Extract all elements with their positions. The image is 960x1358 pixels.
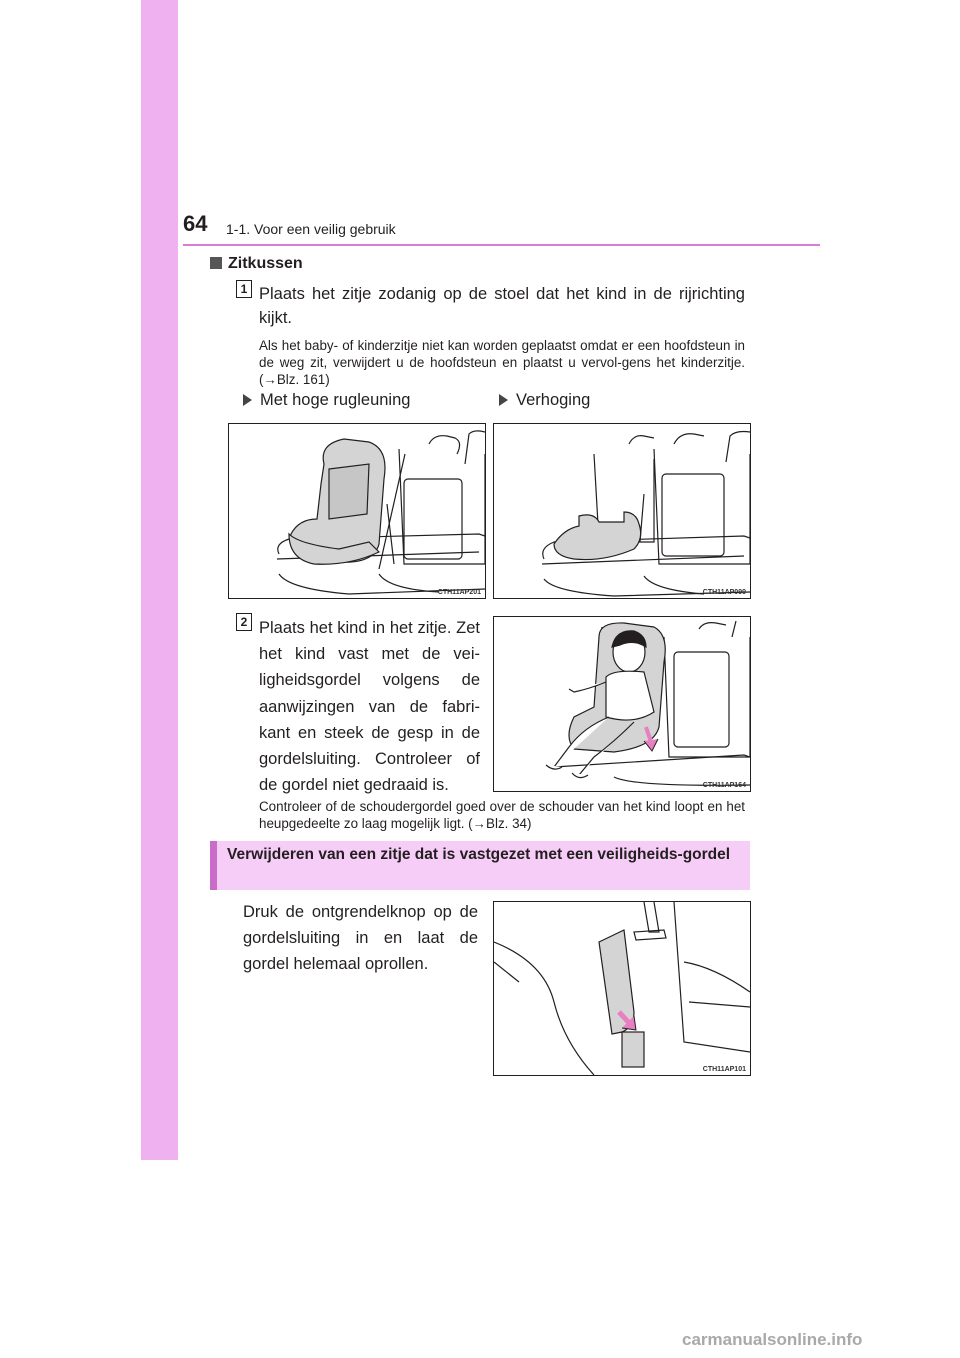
step-number-2: 2	[236, 613, 252, 631]
figure-code: CTH11AP164	[702, 782, 746, 789]
step-1-note: Als het baby- of kinderzitje niet kan worden geplaatst omdat er een hoofdsteun in de weg zit, verwijdert u de hoofdsteun en plaatst u vervol-gens het kinderzitje. (→Blz. 161)	[259, 338, 745, 387]
removal-text: Druk de ontgrendelknop op de gordelsluiting in en laat de gordel helemaal oprollen.	[243, 903, 478, 973]
triangle-bullet-icon	[499, 394, 508, 406]
step-number-1: 1	[236, 280, 252, 298]
square-bullet-icon	[210, 257, 222, 269]
illustration-child-in-seat	[494, 617, 750, 791]
figure-booster-cushion	[493, 423, 751, 599]
step-2-note: Controleer of de schoudergordel goed over de schouder van het kind loopt en het heupgedeelte zo laag mogelijk ligt. (→Blz. 34)	[259, 799, 745, 831]
heading-text: Zitkussen	[228, 255, 303, 272]
banner-title: Verwijderen van een zitje dat is vastgezet met een veiligheids-gordel	[227, 846, 731, 863]
header-rule	[183, 244, 820, 246]
figure-code: CTH11AP099	[702, 589, 746, 596]
illustration-buckle-release	[494, 902, 750, 1075]
step-2-text: Plaats het kind in het zitje. Zet het kind vast met de vei-ligheidsgordel volgens de aanwijzingen van de fabri-kant en steek de gesp in de gordelsluiting. Controleer of de gordel niet gedraaid is.	[259, 619, 480, 795]
variant-label-text: Verhoging	[516, 391, 591, 409]
illustration-booster-cushion	[494, 424, 750, 598]
step-1-text: Plaats het zitje zodanig op de stoel dat het kind in de rijrichting kijkt.	[259, 285, 745, 327]
page-number: 64	[183, 211, 208, 236]
section-banner	[210, 841, 750, 890]
figure-high-back-booster	[228, 423, 486, 599]
chapter-sidebar	[141, 0, 178, 1160]
figure-child-in-seat	[493, 616, 751, 792]
figure-buckle-release	[493, 901, 751, 1076]
illustration-high-back-booster	[229, 424, 485, 598]
subsection-heading	[210, 255, 303, 273]
variant-label-booster	[499, 391, 590, 410]
section-title: 1-1. Voor een veilig gebruik	[226, 221, 396, 237]
watermark: carmanualsonline.info	[682, 1330, 863, 1349]
triangle-bullet-icon	[243, 394, 252, 406]
figure-code: CTH11AP101	[702, 1066, 746, 1073]
variant-label-high-back	[243, 391, 410, 410]
variant-label-text: Met hoge rugleuning	[260, 391, 411, 409]
figure-code: CTH11AP201	[437, 589, 481, 596]
